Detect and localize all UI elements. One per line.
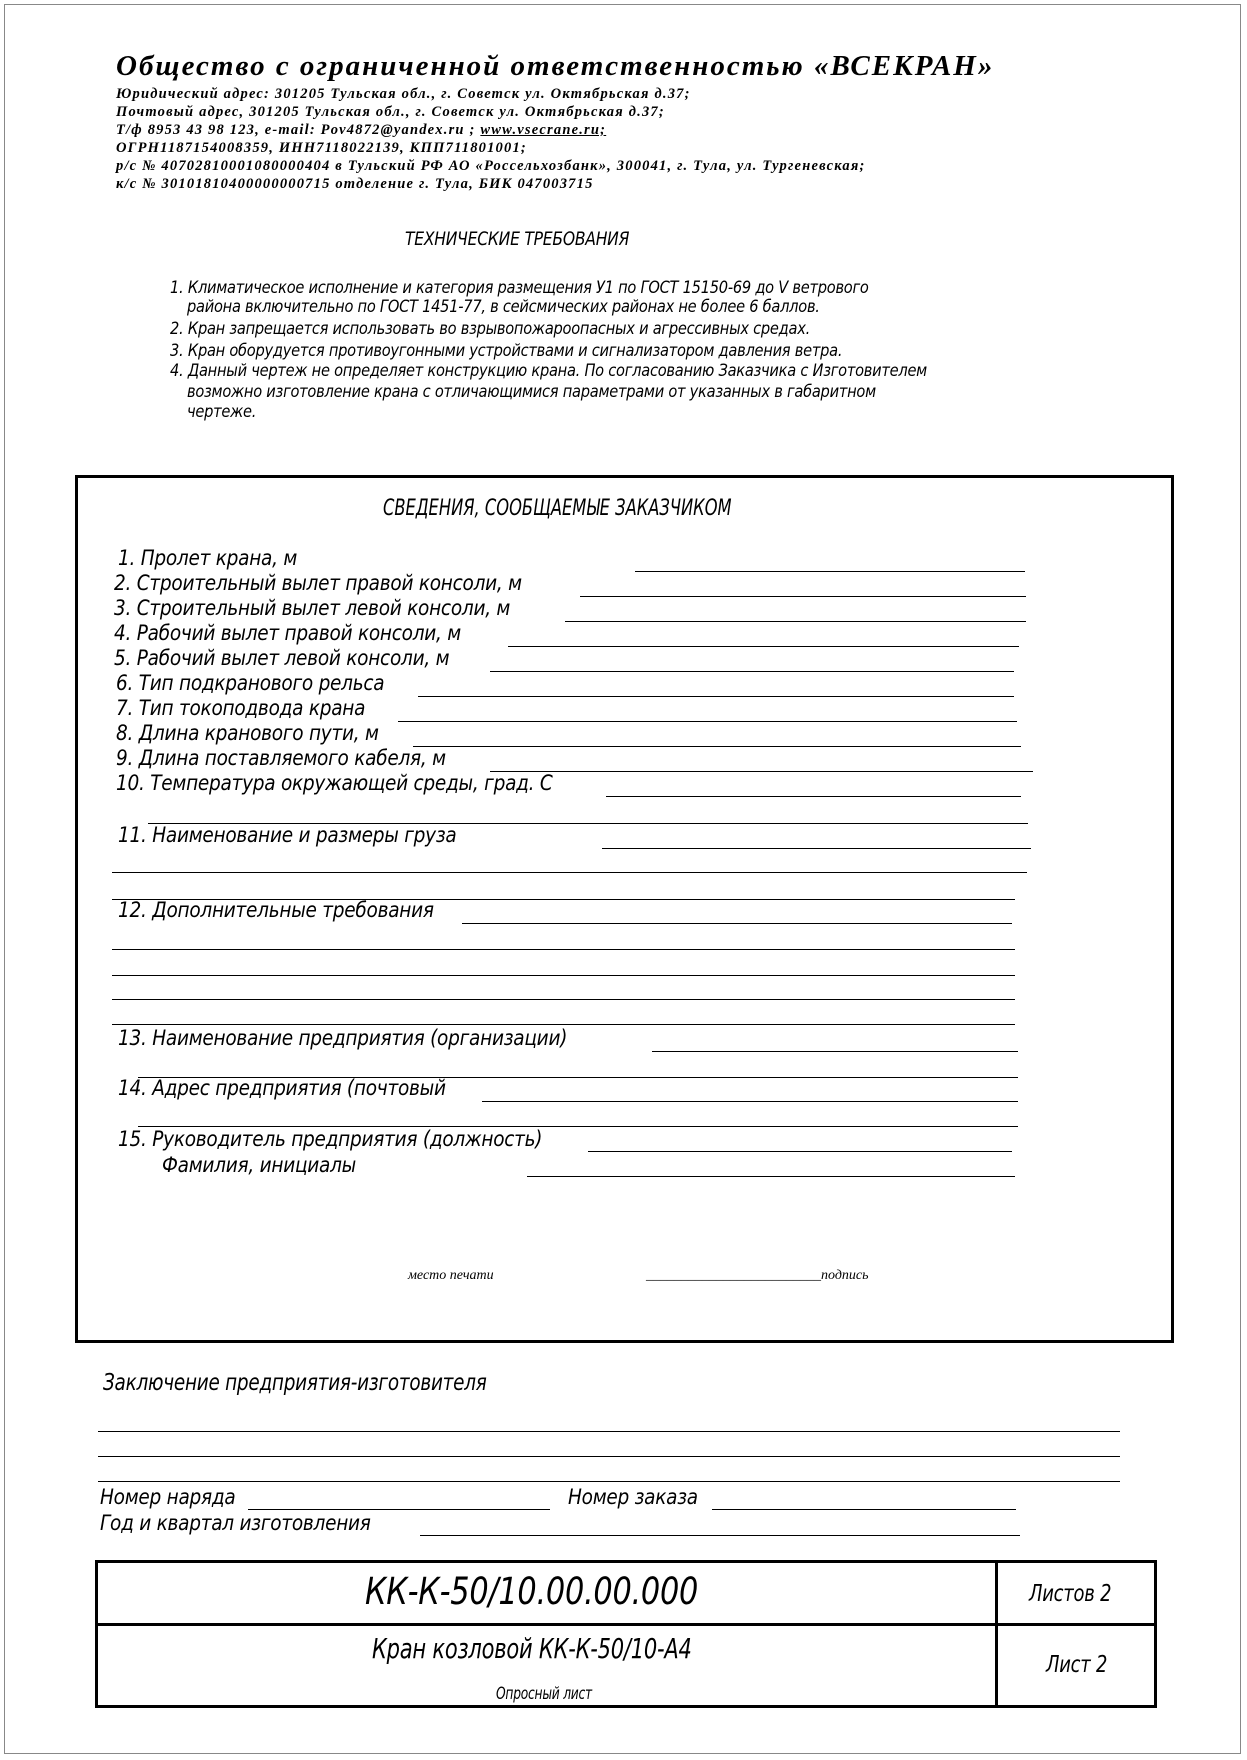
field-input-load[interactable] bbox=[602, 848, 1031, 849]
tech-requirements-title: ТЕХНИЧЕСКИЕ ТРЕБОВАНИЯ bbox=[405, 228, 630, 250]
field-input-temperature[interactable] bbox=[606, 796, 1021, 797]
field-input-work-left[interactable] bbox=[490, 671, 1014, 672]
title-block-divider bbox=[95, 1623, 1157, 1626]
tech-req-item: 3. Кран оборудуется противоугонными устройствами и сигнализатором давления ветра. bbox=[170, 341, 843, 361]
contacts bbox=[116, 122, 606, 139]
conclusion-line[interactable] bbox=[98, 1431, 1120, 1432]
tech-req-item: возможно изготовление крана с отличающимися параметрами от указанных в габаритном bbox=[187, 382, 876, 402]
conclusion-line[interactable] bbox=[98, 1481, 1120, 1482]
document-name: Кран козловой КК-К-50/10-А4 bbox=[372, 1632, 692, 1665]
conclusion-line[interactable] bbox=[98, 1456, 1120, 1457]
tech-req-item: чертеже. bbox=[187, 402, 257, 422]
field-label-rail-type: 6. Тип подкранового рельса bbox=[116, 671, 385, 696]
signature-label[interactable]: _________________________подпись bbox=[646, 1268, 869, 1283]
field-label-address: 14. Адрес предприятия (почтовый bbox=[118, 1076, 446, 1101]
document-code: КК-К-50/10.00.00.000 bbox=[365, 1570, 699, 1613]
field-input-organization[interactable] bbox=[652, 1051, 1018, 1052]
order-number-input[interactable] bbox=[248, 1509, 550, 1510]
field-label-temperature: 10. Температура окружающей среды, град. С bbox=[116, 771, 553, 796]
registration: ОГРН1187154008359, ИНН7118022139, КПП711801001; bbox=[116, 140, 527, 156]
field-input-name[interactable] bbox=[527, 1176, 1015, 1177]
bank-account: р/с № 40702810001080000404 в Тульский РФ АО «Россельхозбанк», 300041, г. Тула, ул. Тургеневская; bbox=[116, 158, 866, 174]
field-input-additional-extra[interactable] bbox=[112, 1024, 1015, 1025]
field-input-director[interactable] bbox=[588, 1151, 1012, 1152]
field-label-span: 1. Пролет крана, м bbox=[118, 546, 298, 571]
request-number-label: Номер заказа bbox=[568, 1485, 698, 1510]
field-label-work-right: 4. Рабочий вылет правой консоли, м bbox=[114, 621, 461, 646]
field-label-organization: 13. Наименование предприятия (организации) bbox=[118, 1026, 568, 1051]
field-input-span[interactable] bbox=[635, 571, 1025, 572]
field-label-work-left: 5. Рабочий вылет левой консоли, м bbox=[114, 646, 450, 671]
field-input-load-extra[interactable] bbox=[112, 872, 1027, 873]
field-input-additional[interactable] bbox=[462, 923, 1012, 924]
field-label-right-console: 2. Строительный вылет правой консоли, м bbox=[114, 571, 522, 596]
field-label-cable-length: 9. Длина поставляемого кабеля, м bbox=[116, 746, 446, 771]
tech-req-item: района включительно по ГОСТ 1451-77, в сейсмических районах не более 6 баллов. bbox=[187, 297, 820, 317]
postal-address: Почтовый адрес, 301205 Тульская обл., г. Советск ул. Октябрьская д.37; bbox=[116, 104, 665, 120]
field-label-load: 11. Наименование и размеры груза bbox=[118, 823, 457, 848]
website-link[interactable]: www.vsecrane.ru; bbox=[480, 122, 607, 138]
field-input-additional-extra[interactable] bbox=[112, 949, 1015, 950]
field-input-work-right[interactable] bbox=[508, 646, 1019, 647]
field-input-rail-type[interactable] bbox=[418, 696, 1014, 697]
tech-req-item: 4. Данный чертеж не определяет конструкцию крана. По согласованию Заказчика с Изготовителем bbox=[170, 361, 927, 381]
field-input-left-console[interactable] bbox=[565, 621, 1026, 622]
field-input-additional-extra[interactable] bbox=[112, 975, 1015, 976]
field-input-address[interactable] bbox=[482, 1101, 1018, 1102]
legal-address: Юридический адрес: 301205 Тульская обл., г. Советск ул. Октябрьская д.37; bbox=[116, 86, 691, 102]
customer-form-title: СВЕДЕНИЯ, СООБЩАЕМЫЕ ЗАКАЗЧИКОМ bbox=[383, 496, 732, 521]
corr-account: к/с № 30101810400000000715 отделение г. Тула, БИК 047003715 bbox=[116, 176, 594, 192]
field-input-track-length[interactable] bbox=[413, 746, 1021, 747]
field-label-name: Фамилия, инициалы bbox=[162, 1153, 357, 1178]
stamp-label: место печати bbox=[408, 1268, 494, 1283]
field-input-power-supply[interactable] bbox=[398, 721, 1017, 722]
request-number-input[interactable] bbox=[712, 1509, 1016, 1510]
title-block-divider bbox=[995, 1560, 998, 1708]
order-number-label: Номер наряда bbox=[100, 1485, 236, 1510]
document-subtitle: Опросный лист bbox=[496, 1684, 592, 1704]
year-quarter-input[interactable] bbox=[420, 1535, 1020, 1536]
field-label-track-length: 8. Длина кранового пути, м bbox=[116, 721, 379, 746]
field-label-director: 15. Руководитель предприятия (должность) bbox=[118, 1127, 543, 1152]
field-input-right-console[interactable] bbox=[580, 596, 1026, 597]
year-quarter-label: Год и квартал изготовления bbox=[100, 1511, 371, 1536]
field-input-cable-length[interactable] bbox=[490, 771, 1033, 772]
field-label-additional: 12. Дополнительные требования bbox=[118, 898, 434, 923]
tech-req-item: 1. Климатическое исполнение и категория размещения У1 по ГОСТ 15150-69 до V ветрового bbox=[170, 278, 869, 298]
contacts-text: Т/ф 8953 43 98 123, e-mail: Pov4872@yandex.ru ; bbox=[116, 122, 481, 138]
company-title: Общество с ограниченной ответственностью «ВСЕКРАН» bbox=[116, 50, 995, 82]
field-label-power-supply: 7. Тип токоподвода крана bbox=[116, 696, 366, 721]
sheets-total: Листов 2 bbox=[1029, 1581, 1112, 1607]
conclusion-title: Заключение предприятия-изготовителя bbox=[103, 1370, 487, 1396]
field-input-additional-extra[interactable] bbox=[112, 999, 1015, 1000]
tech-req-item: 2. Кран запрещается использовать во взрывопожароопасных и агрессивных средах. bbox=[170, 319, 811, 339]
field-label-left-console: 3. Строительный вылет левой консоли, м bbox=[114, 596, 511, 621]
sheet-number: Лист 2 bbox=[1046, 1652, 1108, 1678]
